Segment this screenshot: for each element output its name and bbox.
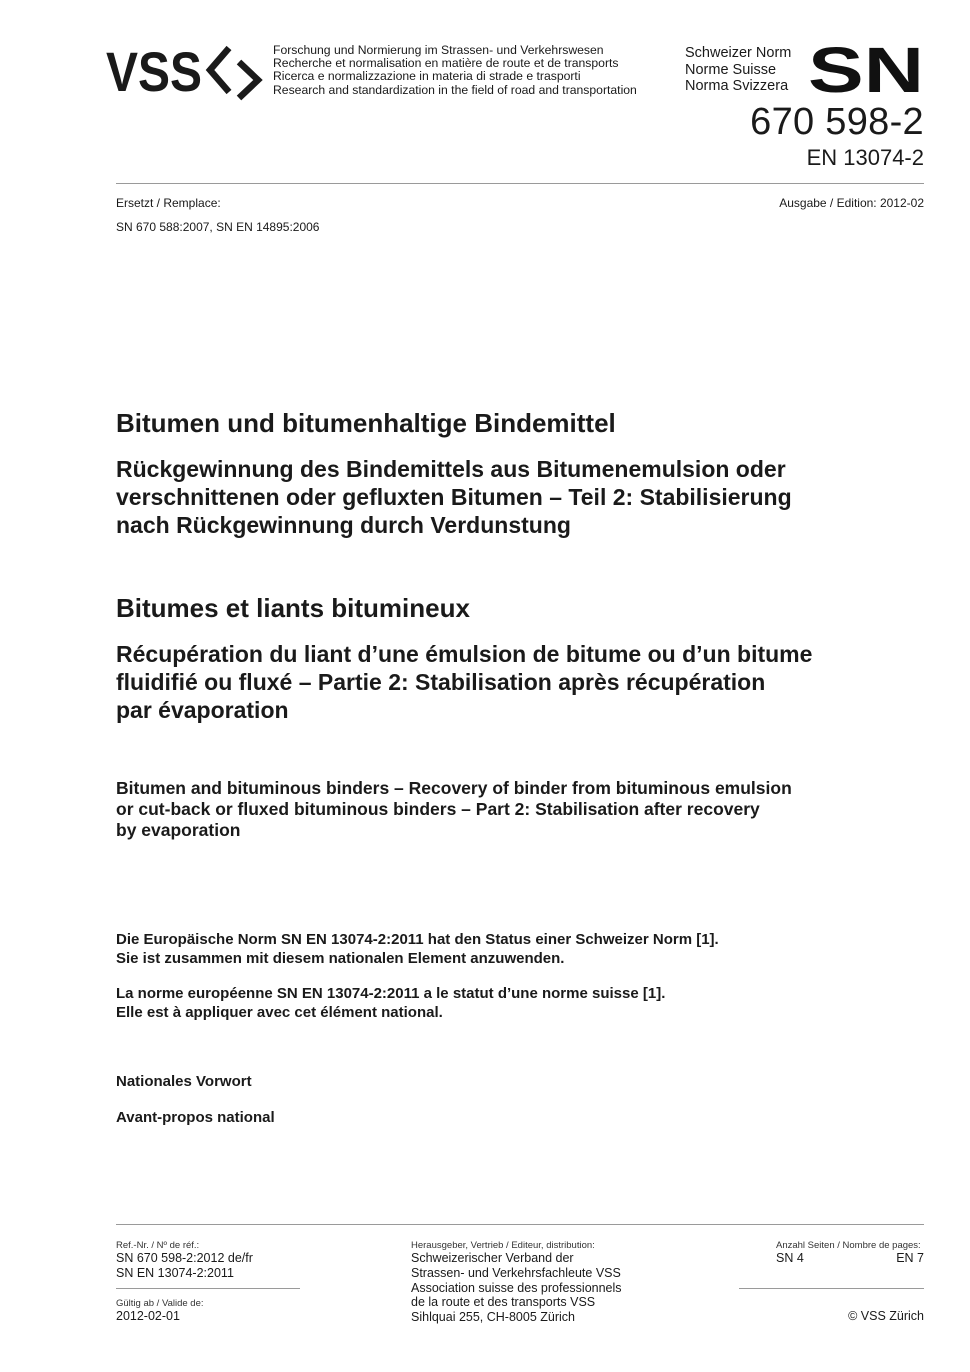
footer-divider [116,1224,924,1225]
status-de-line: Sie ist zusammen mit diesem nationalen Element anzuwenden. [116,949,565,967]
publisher-line: Schweizerischer Verband der [411,1251,574,1265]
title-fr-sub-line: Récupération du liant d’une émulsion de bitume ou d’un bitume [116,641,813,667]
replaces-list: SN 670 588:2007, SN EN 14895:2006 [116,220,320,234]
ref-value: SN 670 598-2:2012 de/fr [116,1251,253,1265]
title-de-sub [116,455,936,539]
foreword-fr: Avant-propos national [116,1109,275,1126]
ref-values [116,1251,253,1281]
sn-name-de: Schweizer Norm [685,45,792,61]
tagline-it: Ricerca e normalizzazione in materia di strade e trasporti [273,69,581,84]
ref-label: Ref.-Nr. / Nº de réf.: [116,1240,200,1251]
title-de-sub-line: Rückgewinnung des Bindemittels aus Bitumenemulsion oder [116,456,786,482]
en-number: EN 13074-2 [806,145,924,170]
edition: Ausgabe / Edition: 2012-02 [779,196,924,210]
title-en-line: or cut-back or fluxed bituminous binders – Part 2: Stabilisation after recovery [116,799,760,819]
sn-name-it: Norma Svizzera [685,78,789,94]
title-de-main: Bitumen und bitumenhaltige Bindemittel [116,408,616,438]
copyright: © VSS Zürich [848,1309,924,1323]
valid-label: Gültig ab / Valide de: [116,1298,204,1309]
vss-tagline [273,44,637,97]
tagline-en: Research and standardization in the field of road and transportation [273,82,637,97]
publisher-line: Strassen- und Verkehrsfachleute VSS [411,1265,621,1280]
title-de-sub-line: nach Rückgewinnung durch Verdunstung [116,512,571,538]
standard-number: 670 598-2 [750,101,924,143]
publisher-line: Association suisse des professionnels [411,1280,622,1295]
sn-name-fr: Norme Suisse [685,61,777,78]
tagline-fr: Recherche et normalisation en matière de route et de transports [273,56,619,71]
title-en [116,778,916,841]
vss-logo [106,42,266,102]
status-de [116,931,916,968]
ref-value: SN EN 13074-2:2011 [116,1265,234,1280]
vss-chevron-left [210,48,229,92]
vss-logo-text: VSS [106,42,202,102]
header-divider [116,183,924,184]
publisher-label: Herausgeber, Vertrieb / Editeur, distribution: [411,1240,595,1251]
pages-label: Anzahl Seiten / Nombre de pages: [776,1240,921,1251]
publisher-line: de la route et des transports VSS [411,1295,596,1310]
title-fr-sub-line: par évaporation [116,697,289,723]
footer-left-rule [116,1288,300,1289]
sn-logo [808,46,924,94]
status-fr [116,985,916,1022]
footer-right-rule [739,1288,924,1289]
title-en-line: Bitumen and bituminous binders – Recovery of binder from bituminous emulsion [116,778,792,798]
title-fr-sub-line: fluidifié ou fluxé – Partie 2: Stabilisation après récupération [116,669,766,695]
replaces-label: Ersetzt / Remplace: [116,196,221,210]
status-fr-line: Elle est à appliquer avec cet élément national. [116,1003,443,1021]
foreword-de: Nationales Vorwort [116,1073,252,1090]
pages-en: EN 7 [896,1251,924,1265]
title-fr-sub [116,640,936,724]
status-de-line: Die Europäische Norm SN EN 13074-2:2011 hat den Status einer Schweizer Norm [1]. [116,931,719,948]
title-de-sub-line: verschnittenen oder gefluxten Bitumen – Teil 2: Stabilisierung [116,484,792,510]
publisher-line: Sihlquai 255, CH-8005 Zürich [411,1310,575,1325]
title-en-line: by evaporation [116,820,241,840]
tagline-de: Forschung und Normierung im Strassen- und Verkehrswesen [273,43,604,57]
status-fr-line: La norme européenne SN EN 13074-2:2011 a le statut d’une norme suisse [1]. [116,985,666,1002]
sn-logo-text: SN [808,46,924,94]
pages-sn: SN 4 [776,1251,804,1265]
sn-names [685,45,791,95]
publisher-address [411,1251,622,1325]
valid-value: 2012-02-01 [116,1309,180,1323]
title-fr-main: Bitumes et liants bitumineux [116,593,470,623]
vss-chevron-right [239,62,258,98]
